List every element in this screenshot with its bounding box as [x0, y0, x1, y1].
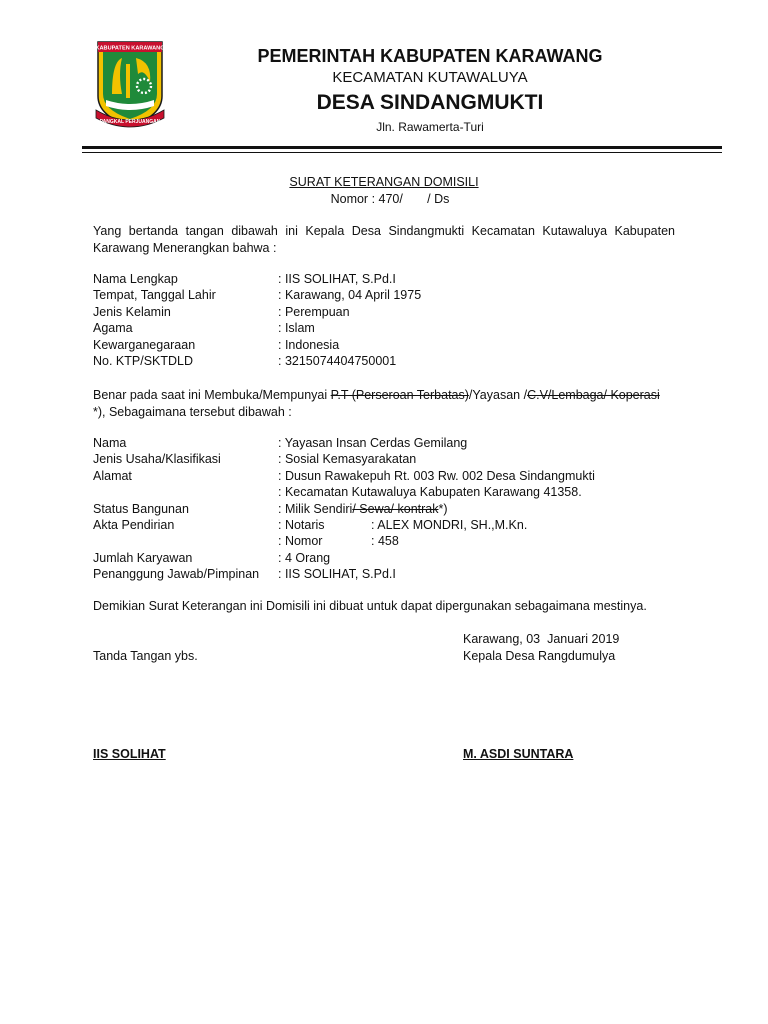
statement-struck-pt: P.T (Perseroan Terbatas) [330, 388, 469, 402]
deed-nomor-label: : Nomor [278, 534, 323, 549]
person-value: : Islam [278, 321, 315, 336]
person-value: : 3215074404750001 [278, 354, 397, 368]
letter-title [0, 174, 768, 208]
person-label: Kewarganegaraan [93, 337, 196, 352]
org-value: : Dusun Rawakepuh Rt. 003 Rw. 002 Desa Sindangmukti [278, 468, 595, 483]
letter-name: SURAT KETERANGAN DOMISILI [289, 175, 479, 189]
closing-paragraph: Demikian Surat Keterangan ini Domisili ini dibuat untuk dapat dipergunakan sebagaimana mestinya. [93, 599, 647, 613]
person-value: : IIS SOLIHAT, S.Pd.I [278, 272, 396, 286]
deed-notaris-value: : ALEX MONDRI, SH.,M.Kn. [371, 518, 528, 532]
statement-struck-cv: C.V/Lembaga/ Koperasi [527, 388, 660, 402]
org-label: Penanggung Jawab/Pimpinan [93, 567, 260, 582]
org-label: Jumlah Karyawan [93, 550, 193, 565]
head-signature-title: Kepala Desa Rangdumulya [463, 649, 616, 663]
org-label: Alamat [93, 468, 132, 483]
person-value: : Perempuan [278, 304, 350, 319]
logo-top-text: KABUPATEN KARAWANG [95, 45, 165, 52]
person-label: Nama Lengkap [93, 272, 178, 286]
deed-notaris-label: : Notaris [278, 518, 325, 532]
deed-nomor-value: : 458 [371, 534, 399, 549]
org-label: Nama [93, 436, 127, 450]
government-name: PEMERINTAH KABUPATEN KARAWANG [257, 46, 603, 66]
org-value: : Yayasan Insan Cerdas Gemilang [278, 436, 468, 450]
place-date: Karawang, 03 Januari 2019 [463, 632, 620, 646]
head-name: M. ASDI SUNTARA [463, 747, 574, 761]
intro-paragraph: Yang bertanda tangan dibawah ini Kepala Desa Sindangmukti Kecamatan Kutawaluya Kabupaten Karawang Menerangkan bahwa : [93, 224, 675, 255]
letterhead-divider [82, 146, 722, 149]
applicant-name: IIS SOLIHAT [93, 747, 166, 761]
regency-logo [92, 34, 168, 134]
village-name: DESA SINDANGMUKTI [316, 91, 544, 114]
org-label: Status Bangunan [93, 501, 189, 516]
person-label: Jenis Kelamin [93, 304, 171, 319]
building-struck: / Sewa/ kontrak [352, 501, 439, 516]
letterhead-divider-thin [82, 152, 722, 153]
statement-prefix: Benar pada saat ini Membuka/Mempunyai [93, 388, 331, 402]
village-address: Jln. Rawamerta-Turi [376, 120, 484, 134]
org-value-continued: : Kecamatan Kutawaluya Kabupaten Karawang 41358. [278, 485, 582, 500]
person-label: Tempat, Tanggal Lahir [93, 288, 216, 303]
org-value: : Sosial Kemasyarakatan [278, 452, 417, 467]
building-owned: : Milik Sendiri [278, 501, 353, 516]
district-name: KECAMATAN KUTAWALUYA [332, 69, 528, 86]
org-label: Jenis Usaha/Klasifikasi [93, 452, 221, 467]
person-label: No. KTP/SKTDLD [93, 354, 194, 368]
org-value [278, 501, 448, 517]
letter-number: Nomor : 470/ / Ds [330, 192, 450, 206]
org-value: : 4 Orang [278, 550, 331, 565]
letterhead [220, 44, 640, 136]
person-value: : Indonesia [278, 337, 340, 352]
org-value: : IIS SOLIHAT, S.Pd.I [278, 567, 396, 582]
applicant-signature-title: Tanda Tangan ybs. [93, 649, 198, 663]
statement-middle: /Yayasan / [468, 388, 528, 402]
person-value: : Karawang, 04 April 1975 [278, 288, 422, 303]
statement-paragraph [93, 387, 675, 421]
logo-bottom-text: PANGKAL PERJUANGAN [99, 119, 161, 125]
person-label: Agama [93, 321, 133, 336]
statement-line2: *), Sebagaimana tersebut dibawah : [93, 405, 292, 419]
building-suffix: *) [438, 501, 448, 516]
org-label: Akta Pendirian [93, 518, 175, 532]
